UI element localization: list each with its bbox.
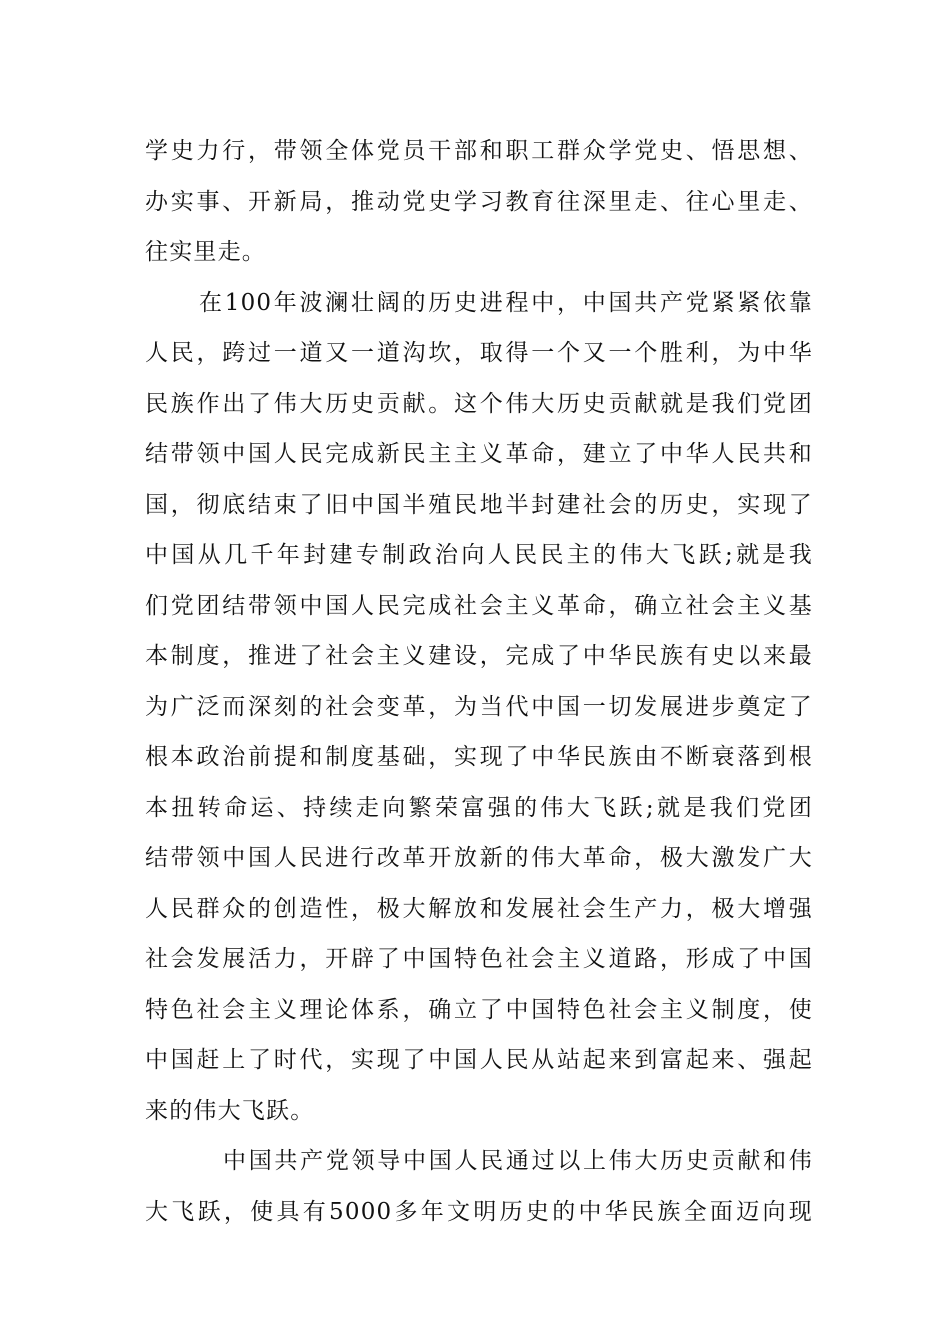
text-line: 人民，跨过一道又一道沟坎，取得一个又一个胜利，为中华 xyxy=(145,340,813,366)
text-line: 结带领中国人民完成新民主主义革命，建立了中华人民共和 xyxy=(145,441,813,467)
text-line: 来的伟大飞跃。 xyxy=(145,1097,315,1124)
text-line: 国，彻底结束了旧中国半殖民地半封建社会的历史，实现了 xyxy=(145,491,813,518)
text-line: 在100年波澜壮阔的历史进程中，中国共产党紧紧依靠 xyxy=(199,289,813,316)
text-line: 办实事、开新局，推动党史学习教育往深里走、往心里走、 xyxy=(145,188,813,215)
text-line: 们党团结带领中国人民完成社会主义革命，确立社会主义基 xyxy=(145,592,813,619)
text-line: 中国赶上了时代，实现了中国人民从站起来到富起来、强起 xyxy=(145,1047,813,1073)
text-line: 人民群众的创造性，极大解放和发展社会生产力，极大增强 xyxy=(145,895,813,922)
text-line: 本制度，推进了社会主义建设，完成了中华民族有史以来最 xyxy=(145,643,813,669)
text-line: 为广泛而深刻的社会变革，为当代中国一切发展进步奠定了 xyxy=(145,693,813,720)
text-line: 中国从几千年封建专制政治向人民民主的伟大飞跃;就是我 xyxy=(145,542,813,568)
text-line: 根本政治前提和制度基础，实现了中华民族由不断衰落到根 xyxy=(145,744,813,770)
text-line: 民族作出了伟大历史贡献。这个伟大历史贡献就是我们党团 xyxy=(145,390,813,417)
text-line: 中国共产党领导中国人民通过以上伟大历史贡献和伟 xyxy=(223,1148,813,1174)
text-line: 学史力行，带领全体党员干部和职工群众学党史、悟思想、 xyxy=(145,138,813,164)
text-line: 社会发展活力，开辟了中国特色社会主义道路，形成了中国 xyxy=(145,946,813,972)
text-line: 大飞跃，使具有5000多年文明历史的中华民族全面迈向现 xyxy=(145,1198,813,1225)
document-body xyxy=(145,126,813,1237)
text-line: 往实里走。 xyxy=(145,239,266,265)
text-line: 特色社会主义理论体系，确立了中国特色社会主义制度，使 xyxy=(145,996,813,1023)
text-line: 本扭转命运、持续走向繁荣富强的伟大飞跃;就是我们党团 xyxy=(145,794,813,821)
text-line: 结带领中国人民进行改革开放新的伟大革命，极大激发广大 xyxy=(145,845,813,871)
